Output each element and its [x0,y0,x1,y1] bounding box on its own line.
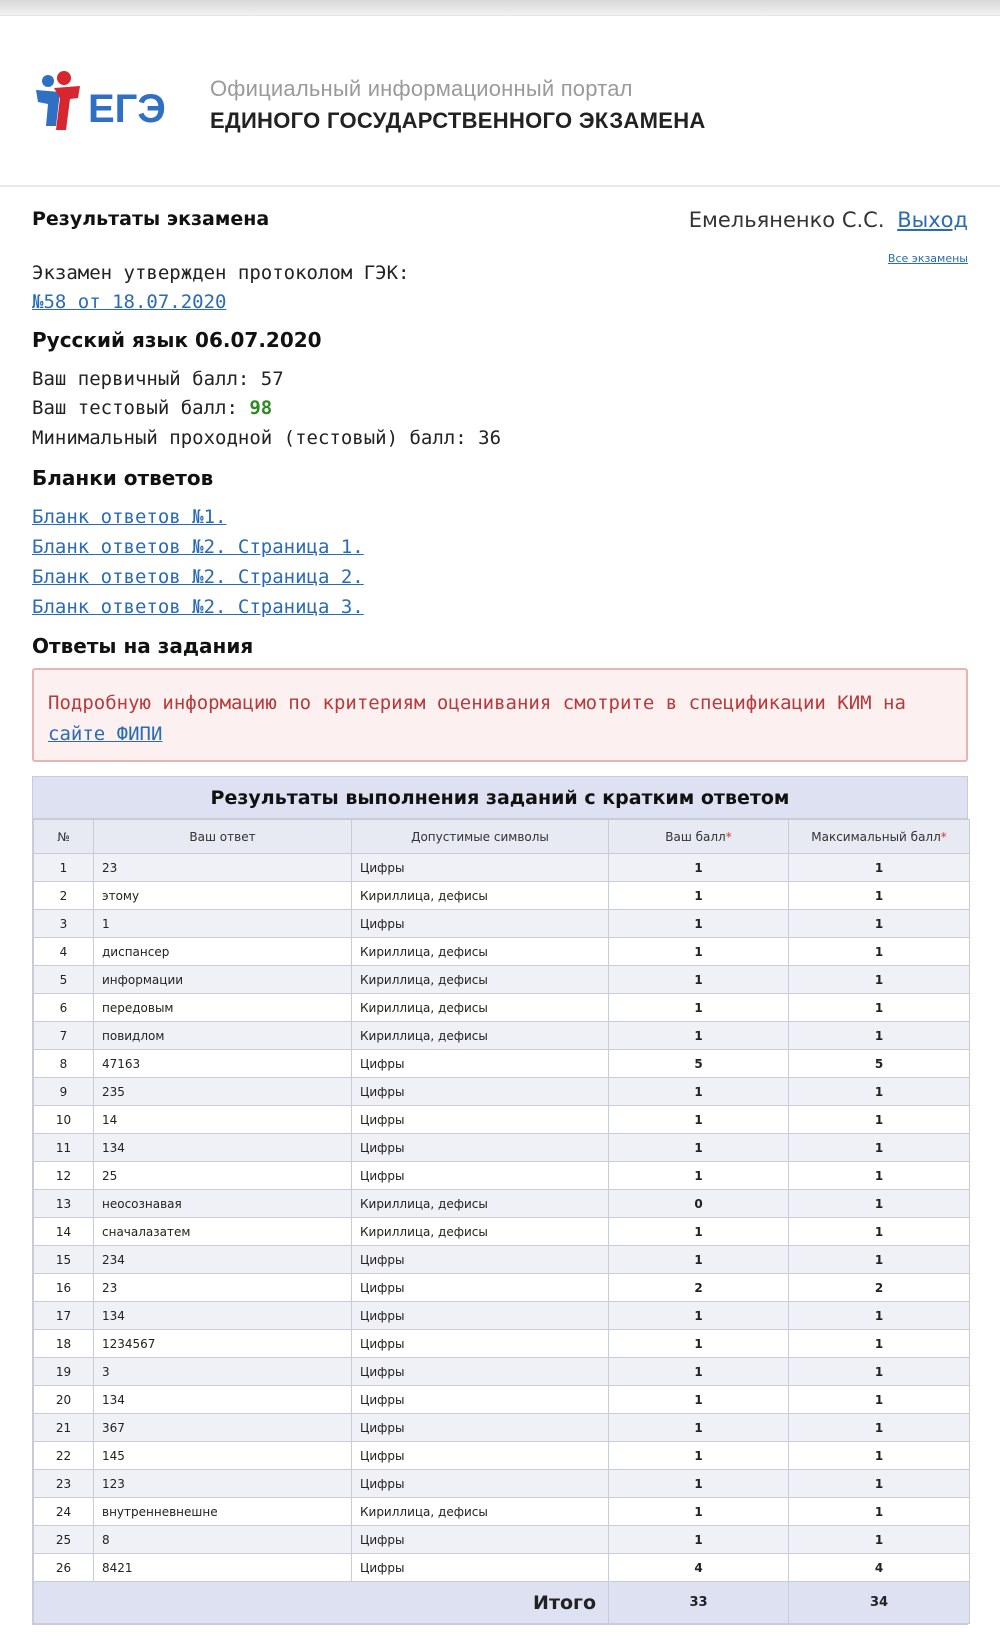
table-row [34,1358,970,1386]
table-row [34,1274,970,1302]
allowed-symbols-cell: Цифры [352,1442,609,1470]
user-block [689,208,968,232]
protocol-label: Экзамен утвержден протоколом ГЭК: [32,262,410,284]
test-score-value: 98 [249,397,273,419]
your-answer-cell: информации [94,966,352,994]
allowed-symbols-cell: Кириллица, дефисы [352,938,609,966]
allowed-symbols-cell: Цифры [352,910,609,938]
ege-logo-icon [30,68,170,138]
total-max-score: 34 [789,1582,970,1624]
all-exams-link[interactable]: Все экзамены [887,252,968,265]
allowed-symbols-cell: Кириллица, дефисы [352,994,609,1022]
task-number-cell: 15 [34,1246,94,1274]
page-title: Результаты экзамена [32,208,270,230]
alert-message: Подробную информацию по критериям оценивания смотрите в спецификации КИМ на [48,692,906,714]
task-number-cell: 19 [34,1358,94,1386]
task-number-cell: 10 [34,1106,94,1134]
allowed-symbols-cell: Кириллица, дефисы [352,1190,609,1218]
table-row [34,1106,970,1134]
your-answer-cell: 25 [94,1162,352,1190]
your-answer-cell: 145 [94,1442,352,1470]
your-answer-cell: 134 [94,1302,352,1330]
allowed-symbols-cell: Кириллица, дефисы [352,966,609,994]
min-score-line [32,427,501,449]
your-score-cell: 5 [609,1050,789,1078]
allowed-symbols-cell: Цифры [352,1358,609,1386]
max-score-cell: 1 [789,1442,970,1470]
task-number-cell: 21 [34,1414,94,1442]
task-number-cell: 16 [34,1274,94,1302]
your-answer-cell: 134 [94,1134,352,1162]
max-score-cell: 4 [789,1554,970,1582]
your-score-cell: 1 [609,1358,789,1386]
your-answer-cell: 14 [94,1106,352,1134]
table-row [34,1050,970,1078]
header-divider [0,185,1000,187]
task-number-cell: 1 [34,854,94,882]
primary-score-label: Ваш первичный балл: [32,368,261,390]
portal-title: ЕДИНОГО ГОСУДАРСТВЕННОГО ЭКЗАМЕНА [210,108,706,133]
task-number-cell: 24 [34,1498,94,1526]
table-row [34,1022,970,1050]
task-number-cell: 17 [34,1302,94,1330]
allowed-symbols-cell: Цифры [352,1554,609,1582]
task-number-cell: 14 [34,1218,94,1246]
your-score-cell: 1 [609,994,789,1022]
col-header-number: № [34,820,94,854]
table-row [34,1134,970,1162]
col-header-max-score-label: Максимальный балл [811,829,941,844]
your-score-cell: 1 [609,910,789,938]
allowed-symbols-cell: Цифры [352,854,609,882]
test-score-label: Ваш тестовый балл: [32,397,250,419]
blank-link-1[interactable]: Бланк ответов №1. [32,506,227,528]
your-answer-cell: 367 [94,1414,352,1442]
your-answer-cell: 8421 [94,1554,352,1582]
allowed-symbols-cell: Цифры [352,1470,609,1498]
your-score-cell: 1 [609,1246,789,1274]
required-star-icon: * [725,829,732,844]
blank-link-2-page-1[interactable]: Бланк ответов №2. Страница 1. [32,536,364,558]
col-header-your-score-label: Ваш балл [665,829,726,844]
your-answer-cell: 23 [94,1274,352,1302]
your-answer-cell: 134 [94,1386,352,1414]
task-number-cell: 6 [34,994,94,1022]
max-score-cell: 1 [789,1218,970,1246]
total-score: 33 [609,1582,789,1624]
max-score-cell: 5 [789,1050,970,1078]
your-score-cell: 1 [609,1106,789,1134]
allowed-symbols-cell: Цифры [352,1274,609,1302]
your-answer-cell: 1234567 [94,1330,352,1358]
your-score-cell: 0 [609,1190,789,1218]
user-name: Емельяненко С.С. [688,208,885,232]
total-row [34,1582,970,1624]
your-score-cell: 1 [609,1414,789,1442]
table-row [34,1470,970,1498]
results-table-title: Результаты выполнения заданий с кратким ответом [33,777,967,819]
your-score-cell: 4 [609,1554,789,1582]
col-header-answer: Ваш ответ [94,820,352,854]
col-header-max-score [789,820,970,854]
allowed-symbols-cell: Кириллица, дефисы [352,1218,609,1246]
table-row [34,1246,970,1274]
your-score-cell: 1 [609,1470,789,1498]
task-number-cell: 3 [34,910,94,938]
your-score-cell: 1 [609,1386,789,1414]
task-number-cell: 2 [34,882,94,910]
your-answer-cell: повидлом [94,1022,352,1050]
task-number-cell: 18 [34,1330,94,1358]
your-answer-cell: диспансер [94,938,352,966]
required-star-icon: * [940,829,947,844]
table-header-row [34,820,970,854]
max-score-cell: 1 [789,1330,970,1358]
allowed-symbols-cell: Цифры [352,1330,609,1358]
your-score-cell: 1 [609,1442,789,1470]
task-number-cell: 20 [34,1386,94,1414]
your-score-cell: 1 [609,882,789,910]
portal-subtitle: Официальный информационный портал [210,76,633,101]
max-score-cell: 1 [789,1246,970,1274]
max-score-cell: 1 [789,1498,970,1526]
allowed-symbols-cell: Цифры [352,1050,609,1078]
criteria-alert [32,668,968,762]
table-row [34,1330,970,1358]
site-header [0,16,1000,186]
task-number-cell: 11 [34,1134,94,1162]
your-answer-cell: 3 [94,1358,352,1386]
table-row [34,1302,970,1330]
primary-score-value: 57 [260,368,284,390]
task-number-cell: 8 [34,1050,94,1078]
your-score-cell: 1 [609,854,789,882]
ege-logo[interactable] [30,68,170,138]
max-score-cell: 1 [789,1078,970,1106]
max-score-cell: 1 [789,1414,970,1442]
your-score-cell: 1 [609,1022,789,1050]
max-score-cell: 1 [789,882,970,910]
your-answer-cell: 8 [94,1526,352,1554]
your-answer-cell: 1 [94,910,352,938]
col-header-allowed-symbols: Допустимые символы [352,820,609,854]
max-score-cell: 1 [789,1526,970,1554]
task-number-cell: 25 [34,1526,94,1554]
your-score-cell: 1 [609,938,789,966]
allowed-symbols-cell: Кириллица, дефисы [352,882,609,910]
task-number-cell: 9 [34,1078,94,1106]
table-row [34,966,970,994]
table-row [34,1442,970,1470]
table-row [34,1078,970,1106]
max-score-cell: 1 [789,1106,970,1134]
max-score-cell: 1 [789,966,970,994]
your-answer-cell: 47163 [94,1050,352,1078]
task-number-cell: 12 [34,1162,94,1190]
max-score-cell: 1 [789,1190,970,1218]
allowed-symbols-cell: Цифры [352,1302,609,1330]
your-answer-cell: 23 [94,854,352,882]
allowed-symbols-cell: Цифры [352,1246,609,1274]
blanks-heading: Бланки ответов [32,466,214,490]
your-answer-cell: 235 [94,1078,352,1106]
task-number-cell: 5 [34,966,94,994]
your-score-cell: 1 [609,966,789,994]
task-number-cell: 26 [34,1554,94,1582]
table-row [34,1414,970,1442]
results-table [33,819,970,1624]
max-score-cell: 1 [789,1022,970,1050]
allowed-symbols-cell: Цифры [352,1526,609,1554]
total-label: Итого [34,1582,609,1624]
table-row [34,910,970,938]
max-score-cell: 1 [789,1470,970,1498]
your-answer-cell: этому [94,882,352,910]
allowed-symbols-cell: Цифры [352,1162,609,1190]
protocol-link[interactable]: №58 от 18.07.2020 [32,291,227,313]
your-answer-cell: 123 [94,1470,352,1498]
allowed-symbols-cell: Цифры [352,1134,609,1162]
max-score-cell: 2 [789,1274,970,1302]
results-table-panel [32,776,968,1625]
primary-score-line [32,368,284,390]
your-score-cell: 1 [609,1302,789,1330]
table-row [34,1498,970,1526]
table-row [34,994,970,1022]
your-score-cell: 1 [609,1134,789,1162]
allowed-symbols-cell: Цифры [352,1386,609,1414]
table-row [34,1190,970,1218]
min-score-value: 36 [478,427,502,449]
task-number-cell: 22 [34,1442,94,1470]
your-score-cell: 1 [609,1218,789,1246]
logout-link[interactable]: Выход [897,208,968,232]
your-answer-cell: сначалазатем [94,1218,352,1246]
task-number-cell: 4 [34,938,94,966]
max-score-cell: 1 [789,938,970,966]
max-score-cell: 1 [789,1162,970,1190]
logo-text: ЕГЭ [88,87,166,131]
your-score-cell: 2 [609,1274,789,1302]
answers-heading: Ответы на задания [32,634,254,658]
allowed-symbols-cell: Кириллица, дефисы [352,1498,609,1526]
your-answer-cell: 234 [94,1246,352,1274]
table-row [34,1526,970,1554]
task-number-cell: 13 [34,1190,94,1218]
your-score-cell: 1 [609,1078,789,1106]
task-number-cell: 23 [34,1470,94,1498]
allowed-symbols-cell: Цифры [352,1078,609,1106]
col-header-your-score [609,820,789,854]
table-row [34,1162,970,1190]
blank-link-2-page-3[interactable]: Бланк ответов №2. Страница 3. [32,596,364,618]
your-score-cell: 1 [609,1330,789,1358]
table-row [34,854,970,882]
max-score-cell: 1 [789,1358,970,1386]
allowed-symbols-cell: Кириллица, дефисы [352,1022,609,1050]
table-body [34,854,970,1582]
table-row [34,1386,970,1414]
your-score-cell: 1 [609,1526,789,1554]
your-score-cell: 1 [609,1498,789,1526]
max-score-cell: 1 [789,1134,970,1162]
max-score-cell: 1 [789,910,970,938]
allowed-symbols-cell: Цифры [352,1106,609,1134]
test-score-line [32,397,272,419]
fipi-link[interactable]: сайте ФИПИ [48,723,163,745]
your-score-cell: 1 [609,1162,789,1190]
min-score-label: Минимальный проходной (тестовый) балл: [32,427,479,449]
top-strip [0,0,1000,16]
max-score-cell: 1 [789,1386,970,1414]
allowed-symbols-cell: Цифры [352,1414,609,1442]
table-row [34,882,970,910]
table-row [34,938,970,966]
max-score-cell: 1 [789,854,970,882]
max-score-cell: 1 [789,994,970,1022]
max-score-cell: 1 [789,1302,970,1330]
your-answer-cell: неосознавая [94,1190,352,1218]
blank-link-2-page-2[interactable]: Бланк ответов №2. Страница 2. [32,566,364,588]
table-row [34,1554,970,1582]
your-answer-cell: передовым [94,994,352,1022]
table-row [34,1218,970,1246]
task-number-cell: 7 [34,1022,94,1050]
alert-text [48,688,948,750]
your-answer-cell: внутренневнешне [94,1498,352,1526]
exam-subject: Русский язык 06.07.2020 [32,328,322,352]
